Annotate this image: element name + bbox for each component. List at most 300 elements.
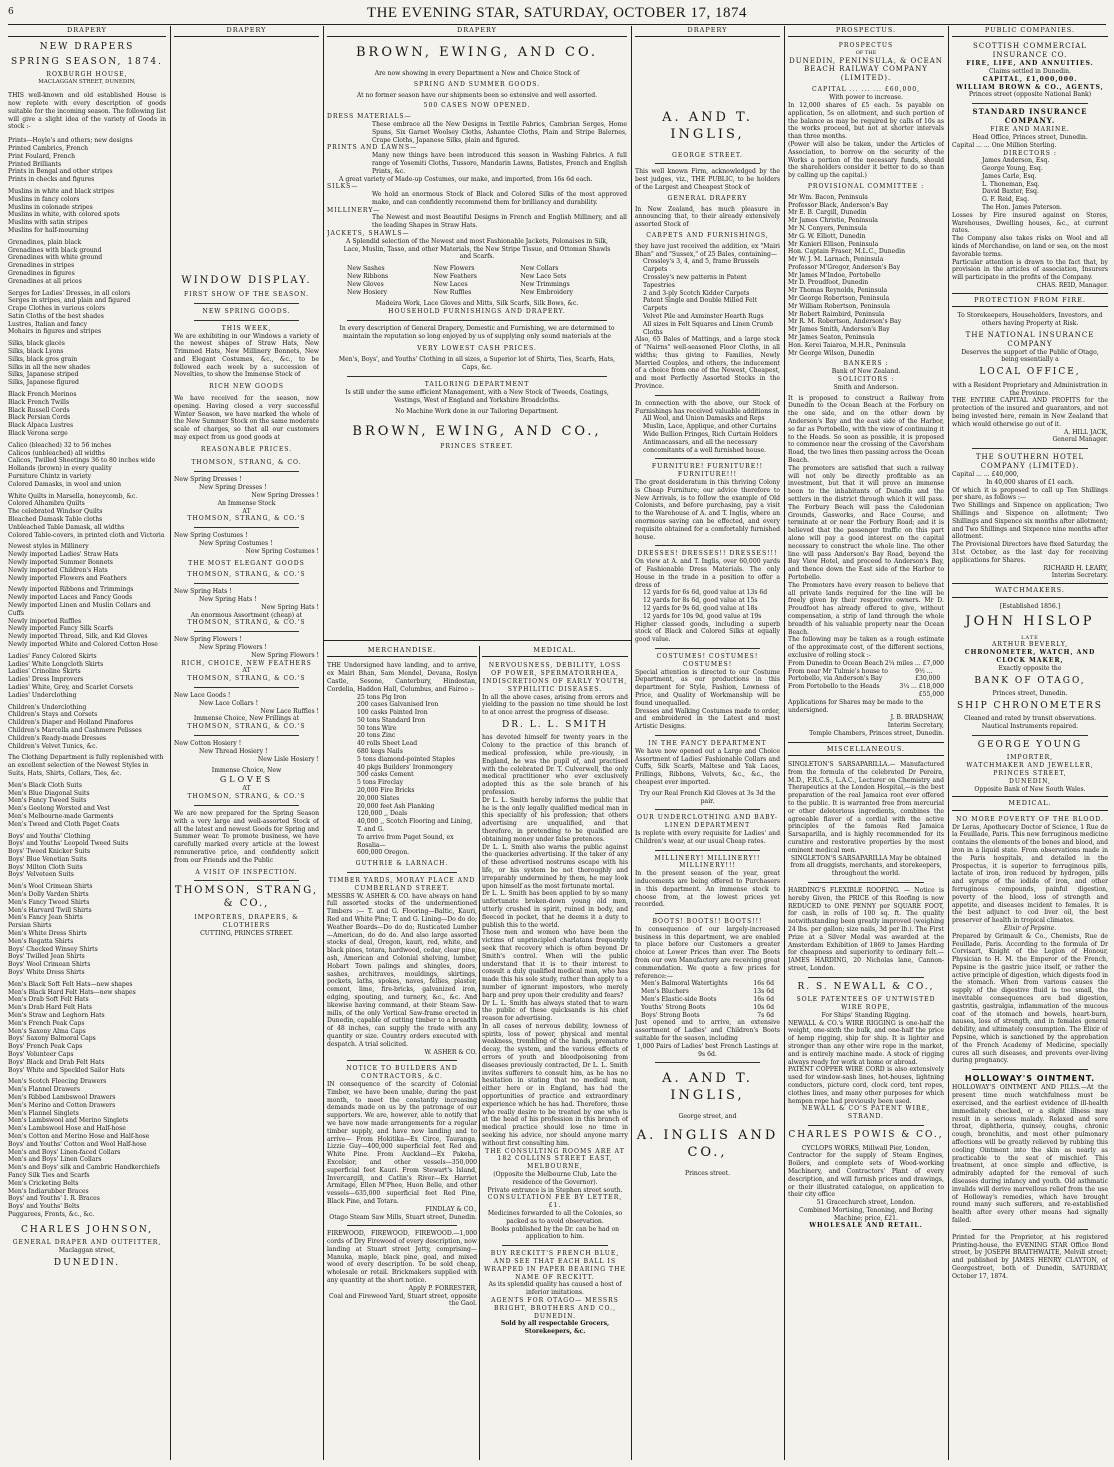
millinery-label: MILLINERY— — [327, 206, 381, 214]
list-item: Men's Blue Diagonal Suits — [8, 789, 90, 797]
list-item: Newly imported Children's Hats — [8, 566, 108, 574]
secretary: RICHARD H. LEARY, — [1043, 564, 1108, 572]
bankers: BANKERS : — [843, 360, 889, 368]
page-number: 6 — [8, 7, 14, 17]
mattings: Also, 65 Bales of Mattings, and a large stock of "Nairns" well-seasoned Floor Cloths, in all widths; thus giving to Families, Newly Married Couples, and others, the inducement of a choice from one of the Newest, Cheapest, and most Perfectly Assorted Stocks in the Province. — [635, 336, 780, 391]
list-item: 12 yards for 9s 6d, good value at 18s — [643, 605, 758, 612]
head-office: Head Office, Princes street, Dunedin. — [972, 133, 1088, 141]
boots-text-3: 1,000 Pairs of Ladies' best French Lastings at 9s 6d. — [636, 1042, 779, 1058]
proprietor-address: Maclaggan street, — [58, 1247, 116, 1255]
list-item: 100 casks Painted Iron — [357, 709, 428, 717]
list-item: 5 tons Fireclay — [357, 779, 404, 787]
carpets-received: they have just received the addition, ex "Mairi Bhan" and "Sussex," of 25 Bales, containing— — [635, 242, 780, 258]
column-1 — [8, 26, 166, 1460]
list-item: Colored Table-covers, in printed cloth and Victoria — [8, 531, 165, 539]
proposed: Of which it is proposed to call up Ten Shillings per share, as follows :— — [952, 486, 1108, 502]
dresses-text: On view at A. and T. Inglis, over 60,000 yards of Fashionable Dress Materials. The only House in the trade in a position to offer a dress of — [635, 558, 780, 589]
list-item: Black Verona serge — [8, 430, 68, 438]
local-office: LOCAL OFFICE, — [979, 367, 1081, 378]
medical-text: In all cases of nervous debility, lowness of spirits, loss of power, physical and mental weakness, trembling of the hands, premature decay, the system, and the various effects of errors of youth and bloodpoisoning from diseases previously contracted, Dr L. L. Smith invites sufferers to consult him, as he has no hesitation in stating that no medical man, either here or in England, has had the opportunities of practice and extraordinary experience which he has had. Therefore, those who really desire to be treated by one who is at the head of his profession in this branch of medical practice should lose no time in seeking his advice, nor should anyone marry without first consulting him. — [482, 1022, 628, 1147]
list-item: Men's Drab Hard Felt Hats — [8, 1004, 92, 1012]
firewood-apply: Apply P. FORRESTER, — [408, 1284, 477, 1292]
proprietor-town: DUNEDIN. — [53, 1257, 121, 1268]
ad-intro: THIS well-known and old established House is now replete with every description of goods suitable for the incoming season. The following list will give a slight idea of the variety of Goods in stock :- — [8, 92, 166, 131]
medical-text: Dr L. L. Smith has been applied to by so many unfortunate broken-down young old men, utterly crushed in spirit, ruined in body, and fleeced in pocket, that he deems it a duty to publish this to the world. — [482, 890, 628, 929]
holloway-title: HOLLOWAY'S OINTMENT. — [964, 1074, 1096, 1084]
list-item: Muslins in white and black stripes — [8, 187, 115, 195]
dresses-list — [635, 589, 780, 620]
list-item: Mr G. W. Elliott, Dunedin — [788, 232, 866, 240]
grid-item: New Collars — [520, 265, 559, 273]
list-item: Prints in Bengal and other stripes — [8, 168, 113, 176]
imprint: Printed for the Proprietor, at his registered Printing-house, the EVENING STAR Office Bond street, by JOSEPH BRAITHWAITE, Melvill street; and published by JAMES HENRY CLAYTON, of Georgestreet, both of Dunedin, SATURDAY, October 17, 1874. — [952, 1233, 1108, 1280]
firm-name-possessive: THOMSON, STRANG, & CO.'S — [187, 571, 306, 579]
list-item: Men's Geelong Worsted and Vest — [8, 805, 110, 813]
list-item: Antimacassars, and all the necessary concomitants of a well furnished house. — [643, 438, 767, 454]
grid-item: New Laces — [433, 280, 468, 288]
list-item: Children's Diaper and Holland Pinafores — [8, 719, 134, 727]
list-item: Children's Velvet Tunics, &c. — [8, 742, 98, 750]
list-item: Mr William Robertson, Peninsula — [788, 302, 890, 310]
opposite: (Opposite the Melbourne Club, Late the residence of the Governor). — [493, 1171, 617, 1186]
column-header: DRAPERY — [174, 26, 319, 37]
column-divider — [479, 646, 480, 1460]
powis: CHARLES POWIS & CO., — [788, 1130, 944, 1140]
price-label: Youths' Strong Boots — [641, 1003, 706, 1011]
list-item: 20 tons Zinc — [357, 732, 396, 740]
list-item: 50 tons Standard Iron — [357, 716, 426, 724]
price-row — [641, 1004, 774, 1012]
manager-2-title: General Manager. — [1052, 436, 1108, 444]
list-item: 25 tons Pig Iron — [357, 693, 407, 701]
applications: Applications for Shares may be made to the undersigned. — [788, 698, 924, 714]
dr-smith: DR. L. L. SMITH — [502, 719, 608, 730]
powis-address: 51 Gracechurch street, London. — [816, 1199, 916, 1207]
ps: PRINCES STREET, — [993, 770, 1067, 778]
list-item: Men's Harvard Twill Shirts — [8, 906, 92, 914]
shares: In 12,000 shares of £5 each. 5s payable on application, 5s on allotment, and such portion of the balance as may be required by calls of 10s as the works proceed, but not at shorter intervals than three months. — [788, 101, 944, 141]
price-label: Boys' Strong Boots — [641, 1011, 700, 1019]
list-item: Calico (bleached) 32 to 56 inches — [8, 441, 112, 449]
boots-text-2: Just opened and to arrive, an extensive assortment of Ladies' and Children's Boots suitable for the season, including — [635, 1019, 780, 1043]
list-item: Newest styles in Millinery — [8, 543, 89, 551]
princes-street: Princes street, Dunedin. — [992, 690, 1068, 698]
at-label: AT — [242, 667, 251, 675]
list-item: Boys' and Youths' Leopold Tweed Suits — [8, 840, 129, 848]
list-item: Muslin, Lace, Applique, and other Curtains — [643, 423, 777, 431]
gloves: GLOVES — [219, 775, 274, 785]
list-item: Mr E. B. Cargill, Dunedin — [788, 209, 867, 217]
column-3 — [327, 26, 627, 636]
list-item: Newly imported Laces and Fancy Goods — [8, 594, 133, 602]
list-item: Silks, black Lyons — [8, 348, 64, 356]
list-item: Newly imported Linen and Muslin Collars and Cuffs — [8, 601, 151, 617]
importers: IMPORTERS, DRAPERS, & CLOTHIERS — [194, 913, 299, 929]
grid-item: New Hosiery — [347, 288, 388, 296]
price-value: 10s 6d — [753, 1003, 774, 1011]
costume-text: Special attention is directed to our Costume Department, as our productions in this department for Style, Fashion, Lowness of Price, and Quality of Workmanship will be found unequalled. — [635, 668, 780, 707]
list-item: Men's Black Cloth Suits — [8, 781, 82, 789]
list-item: Newly imported Fancy Silk Scarfs — [8, 625, 113, 633]
list-item: Men's Scotch Fleecing Drawers — [8, 1078, 107, 1086]
column-header: PUBLIC COMPANIES. — [952, 26, 1108, 37]
list-item: To arrive from Puget Sound, ex Rosalia— — [357, 833, 454, 849]
list-item: Boys' Blue Venetian Suits — [8, 855, 87, 863]
secretary-address: Temple Chambers, Princes street, Dunedin. — [809, 729, 944, 737]
capital-2: Capital ... ... One Million Sterling. — [952, 141, 1057, 149]
list-item: Prints—Hoyle's and others; new designs — [8, 137, 133, 145]
list-item: Boys' Twilled Jean Shirts — [8, 953, 85, 961]
costume-head: COSTUMES! COSTUMES! COSTUMES! — [656, 652, 759, 668]
list-item: Children's Ready-made Dresses — [8, 734, 107, 742]
list-item: Men's Straw and Leghorn Hats — [8, 1012, 105, 1020]
list-item: Men's Dolly Varden Shirts — [8, 891, 89, 899]
asher-text: MESSRS W. ASHER & CO. have always on hand full assorted stocks of the undermentioned Timbers :— T. and G. Flooring—Baltic, Kauri, Red and White Pine; T. and G. Lining—Do do do; Weather Boards—Do do do; Rusticated Lumber—American, do do do. And also large assorted stocks of deal, Oregon, kauri, red, white, and black pines, totara, hardwood, cedar, clear pine, ash, American and Colonial shelving, lumber, Hobart Town palings and shingles, doors, sashes, architraves, mouldings, skirtings, pockets, laths, spokes, naves, fellies, plaster, cement, lime, fire-bricks, galvanized iron, edging, spouting, and turnery, &c., &c. And likewise having command, at their Steam Saw-mills, of the only Vertical Saw-frame erected in Dunedin, capable of cutting timber to a breadth of 48 inches, can supply the trade with any quantity or size. Country orders executed with despatch. A trial solicited. — [327, 892, 477, 1048]
list-item: Mr Thomas Reynolds, Peninsula — [788, 287, 888, 295]
protection-sub: To Storekeepers, Householders, Investors, and others having Property at Risk. — [957, 312, 1103, 327]
list-item: Men's Melbourne-made Garments — [8, 812, 114, 820]
list-item: Mr George Robertson, Peninsula — [788, 295, 890, 303]
list-item: Ladies' Fancy Colored Skirts — [8, 652, 97, 660]
reckitt-blue: BUY RECKITT'S FRENCH BLUE, AND SEE THAT EACH BALL IS WRAPPED IN PAPER BEARING THE NAME OF RECKITT. — [484, 1250, 626, 1281]
proposal-2: The promoters are satisfied that such a railway will not only be directly profitable as an investment, but that it will prove an immense boon to the inhabitants of Dunedin and the settlers in the district through which it will pass. The Forbury Beach will pass the Caledonian Grounds, Gasworks, and Race Course, and terminate at or near the Forbury Road; and it is believed that the passenger traffic on this part alone will pay a good interest on the capital necessary to construct the whole line. The other line will pass Anderson's Bay Road, beyond the Bay View Hotel, and proceed to Anderson's Bay, and thence down the East side of the Harbor to Portobello. — [788, 464, 944, 581]
price-row — [788, 668, 944, 684]
feathers: RICH, CHOICE, NEW FEATHERS — [181, 659, 312, 667]
proprietor-name: CHARLES JOHNSON, — [21, 1224, 153, 1235]
goods-list — [8, 137, 166, 1219]
column-divider — [948, 26, 949, 1460]
list-item: All Wool, and Union Damasks and Reps — [643, 415, 765, 423]
firm-name-possessive: THOMSON, STRANG, & CO.'S — [187, 619, 306, 627]
list-item: Men's Indiarubber Braces — [8, 1187, 89, 1195]
visit: A VISIT OF INSPECTION. — [195, 868, 298, 876]
list-item: The celebrated Windsor Quilts — [8, 508, 103, 516]
list-item: Bleached Damask Table cloths — [8, 516, 103, 524]
list-item: Colored Damasks, in wool and union — [8, 480, 122, 488]
book: Books published by the Dr. can be had on application to him. — [490, 1225, 620, 1241]
list-item: Men's Tweed and Cloth Paget Coats — [8, 820, 120, 828]
list-item: The Clothing Department is fully replenished with an excellent selection of the Newest Styles in Suits, Hats, Shirts, Collars, Ties, &c. — [8, 754, 164, 777]
fire-marine: FIRE AND MARINE. — [990, 126, 1070, 134]
list-item: Newly imported Flowers and Feathers — [8, 574, 127, 582]
tailoring-text: Is still under the same efficient Management, with a New Stock of Tweeds, Coatings, Vestings, West of England and Yorkshire Broadcloths. — [345, 388, 609, 404]
new-goods: NEW SPRING GOODS. — [202, 307, 291, 315]
list-item: Men's Fancy Jean Shirts — [8, 914, 83, 922]
list-item: 20,000 feet Ash Planking — [357, 802, 435, 810]
list-item: Men's French Peak Caps — [8, 1019, 85, 1027]
fee-2: Medicines forwarded to all the Colonies, so packed as to avoid observation. — [487, 1210, 623, 1225]
list-item: Ladies' Dress Improvers — [8, 676, 84, 684]
list-item: Black Russell Cords — [8, 406, 70, 414]
column-divider — [170, 26, 171, 1460]
newall: R. S. NEWALL & CO., — [797, 981, 935, 992]
power: With power to increase. — [829, 94, 903, 102]
column-header: DRAPERY — [8, 26, 166, 37]
losses: Losses by Fire insured against on Stores, Warehouses, Dwelling houses, &c., at current rates. — [952, 211, 1108, 235]
list-item: Mr W. J. M. Larnach, Peninsula — [788, 256, 884, 264]
jackets-label: JACKETS, SHAWLS— — [327, 230, 410, 238]
list-item: Mr James M'Indoe, Portobello — [788, 271, 881, 279]
price-label: From near Mr Tulmie's house to Portobello, via Anderson's Bay — [788, 667, 888, 683]
list-item: Muslins in white, with colored spots — [8, 211, 120, 219]
list-item: Professor Black, Anderson's Bay — [788, 201, 889, 209]
powis-machine: Combined Mortising, Tenoning, and Boring Machine; price, £21. — [799, 1206, 933, 1222]
prints-text: Many new things have been introduced this season in Washing Fabrics. A full range of Yosemiti Cloths, Tussore, Mandarin Lawns, Batistes, French and English Prints, &c. — [372, 152, 627, 175]
ship-chronometers: SHIP CHRONOMETERS — [957, 700, 1103, 711]
protection-header: PROTECTION FROM FIRE. — [952, 293, 1108, 307]
list-item: Boys' Velveteen Suits — [8, 871, 74, 879]
list-item: Boys' and Youths' Belts — [8, 1203, 80, 1211]
column-header: PROSPECTUS. — [788, 26, 944, 37]
list-item: Mr James Smith, Anderson's Bay — [788, 326, 890, 334]
fee: CONSULTATION FEE BY LETTER, £1. — [487, 1194, 623, 1210]
list-item: Crossley's 3, 4, and 5, frame Brussels Carpets — [643, 258, 760, 274]
princes-street: PRINCES STREET. — [440, 442, 514, 450]
list-item: Men's Fancy Tweed Suits — [8, 797, 87, 805]
list-item: Men's Cricketing Belts — [8, 1179, 79, 1187]
list-item: G. F. Reid, Esq. — [982, 196, 1030, 204]
blood: NO MORE POVERTY OF THE BLOOD. — [956, 815, 1104, 823]
cutting: CUTTING, PRINCES STREET. — [200, 929, 293, 937]
list-item: Printed Brilliants — [8, 160, 62, 168]
every-dept: In every description of General Drapery, Domestic and Furnishing, we are determined to maintain the reputation so long enjoyed by us of supplying only sound materials at the — [339, 325, 615, 340]
cases-opened: 500 CASES NOW OPENED. — [423, 102, 531, 110]
holloway-text: HOLLOWAY'S OINTMENT AND PILLS.—At the present time much watchfulness must be exercised, and the earliest evidence of ill-health immediately checked, or a slight illness may result in a serious malady. Relaxed and sore throat, diphtheria, quinsey, coughs, chronic cough, bronchitis, and most other pulmonary affections will be greatly relieved by rubbing this cooling Ointment into the skin as nearly as practicable to the seat of mischief. This treatment, at once simple and effective, is admirably adapted for the removal of such diseases during infancy and youth. Old asthmatic invalids will derive marvellous relief from the use of Holloway's remedies, which have brought round many such sufferers, and re-established health after every other means had signally failed. — [952, 1084, 1108, 1225]
newall-signature: NEWALL & CO'S PATENT WIRE, STRAND. — [801, 1105, 931, 1121]
column-header: DRAPERY — [635, 26, 780, 37]
boots-text: In consequence of our largely-increased business in this department, we are enabled to place before our Customers a greater choice at Lower Prices than ever. The Boots from our own Manufactory are receiving great commendation. We quote a few prices for reference:— — [635, 925, 780, 980]
column-divider — [631, 26, 632, 1460]
list-item: Black Persian Cords — [8, 414, 71, 422]
price-label: Men's Bluchers — [641, 988, 689, 996]
watchmaker-jeweller: WATCHMAKER AND JEWELLER, — [966, 762, 1094, 770]
ad-street: MACLAGGAN STREET, DUNEDIN, — [38, 79, 136, 86]
list-item: 12 yards for 6s 6d, good value at 13s 6d — [643, 589, 768, 597]
list-item: Silks, Japanese figured — [8, 379, 79, 387]
cleaned: Cleaned and rated by transit observations. Nautical Instruments repaired. — [963, 715, 1097, 731]
list-item: Hollands (brown) in every quality — [8, 465, 112, 473]
attention: Particular attention is drawn to the fact that, by provision in the articles of association, Insurers will participate in the profits of the Company. — [952, 258, 1108, 282]
list-item: Muslins with satin stripes — [8, 219, 88, 227]
exhibit-text: We are exhibiting in our Windows a variety of the newest shapes of Straw Hats, New Trimmed Hats, New Millinery Bonnets, New and Elegant Costumes, &c., &c., to be followed each week by a succession of Novelties, to show the Immense Stock of — [174, 332, 319, 379]
medical-header: MEDICAL. — [952, 796, 1108, 810]
estimate-total: £55,000 — [918, 690, 944, 698]
directors-2: The Provisional Directors have fixed Saturday, the 31st October, as the last day for receiving applications for Shares. — [952, 541, 1108, 564]
kid-gloves: Try our Real French Kid Gloves at 3s 3d the pair. — [639, 789, 776, 805]
hosiery-lines: New Cotton Hosiery ! New Thread Hosiery ! New Lisle Hosiery ! — [174, 739, 319, 763]
carpets: CARPETS AND FURNISHINGS, — [646, 231, 769, 239]
inglis-street: GEORGE STREET. — [672, 151, 743, 159]
list-item: Printed Cambrics, French — [8, 144, 89, 152]
firewood-yard: Coal and Firewood Yard, Stuart street, opposite the Gaol. — [329, 1292, 477, 1308]
notice-text: IN consequence of the scarcity of Colonial Timber, we have been unable, during the past month, to meet the constantly increasing demands made on us by the patronage of our supporters. We are, however, able to notify that we have now made arrangements for a regular timber supply, and have now landing and to arrive— From Hokitika—Ex Circe, Tauranga, Lizzie Guy—400,000 superficial feet Red and White Pine. From Auckland—Ex Pakeha, Excelsior, and other vessels—350,000 superficial feet Kauri. From Stewart's Island, Invercargill, and Catlin's River—Ex Harriet Armitage, Ellen M'Phee, Huon Belle, and other vessels—635,000 superficial feet Red Pine, Black Pine, and Totara. — [327, 1080, 477, 1205]
list-item: Silks, black gros grain — [8, 355, 78, 363]
column-7 — [952, 26, 1108, 1460]
list-item: Mr D. Proudfoot, Dunedin — [788, 279, 869, 287]
grid-item: New Feathers — [433, 273, 477, 281]
list-item: Muslins in fancy colors — [8, 195, 80, 203]
boots-head: BOOTS! BOOTS!! BOOTS!!! — [652, 918, 763, 926]
list-item: Men's Black Soft Felt Hats—new shapes — [8, 980, 133, 988]
list-item: Mr James Christie, Peninsula — [788, 217, 878, 225]
list-item: Crossley's new patterns in Patent Tapestries — [643, 273, 747, 289]
price-value: 9½ ... £30,000 — [915, 667, 941, 683]
at-label: AT — [242, 785, 251, 793]
list-item: Mr N. Conyers, Peninsula — [788, 224, 867, 232]
estimate-intro: The following may be taken as a rough estimate of the approximate cost, of the different sections, exclusive of rolling stock :- — [788, 636, 944, 659]
list-item: Boys' White Dress Shirts — [8, 969, 85, 977]
roofing: HARDING'S FLEXIBLE ROOFING. — Notice is hereby Given, the PRICE of this Roofing is now REDUCED to ONE PENNY per SQUARE FOOT, for cash, in rolls of 100 sq. ft. The quality notwithstanding been greatly improved (weighing 24 lbs. per gallon; size nails, 3d per lb.). The First Prize at a Silver Medal was awarded at the Amsterdam Exhibition of 1869 to James Harding for cheapness and superiority to ordinary felt.—JAMES HARDING, 20 Nicholas lane, Cannon-street, London. — [788, 886, 944, 972]
of-the: OF THE — [855, 50, 877, 57]
firm-name-possessive: THOMSON, STRANG, & CO.'S — [187, 723, 306, 731]
bank: Bank of New Zealand. — [831, 368, 901, 376]
list-item: Grenadines in stripes — [8, 262, 75, 270]
list-item: Velvet Pile and Axminster Hearth Rugs — [643, 312, 764, 320]
showing: Are now showing in every Department a New and Choice Stock of — [374, 69, 580, 77]
wholesale: WHOLESALE AND RETAIL. — [809, 1222, 923, 1230]
cheap-assortment: An enormous Assortment (cheap) at — [190, 611, 303, 619]
prospectus: PROSPECTUS — [838, 42, 894, 50]
list-item: Silks in all the new shades — [8, 363, 91, 371]
secretary-title: Interim Secretary. — [1051, 572, 1108, 580]
list-item: Print Foulard, French — [8, 152, 76, 160]
asher-signature: W. ASHER & CO. — [424, 1048, 477, 1056]
dunedin: DUNEDIN, — [1009, 777, 1051, 785]
list-item: Calicos (unbleached) all widths — [8, 449, 105, 457]
furniture-text: The great desideratum in this thriving Colony is Cheap Furniture; our advice therefore to New Arrivals, is to follow the example of Old Colonists, and before purchasing, pay a visit to the Warehouse of A. and T. Inglis, where an enormous saving can be effected, and every requisite obtained for a comfortably furnished house. — [635, 479, 780, 541]
list-item: Boys' and Youths' I. R. Braces — [8, 1195, 100, 1203]
ad-brand: NEW DRAPERS — [39, 42, 135, 53]
very-lowest: VERY LOWEST CASH PRICES. — [417, 344, 537, 352]
sold-by: Sold by all respectable Grocers, Storekeepers, &c. — [500, 1320, 610, 1336]
elixir-text: Prepared by Grimault & Co., Chemists, Rue de Feuillade, Paris. According to the formula of Dr Corvisart, Knight of the Legion of Honour, Physician to H. M. the Emperor of the French, Pepsine is the gastric juice itself, or rather the active principle of digestion, which digests food in the stomach. When from various causes the supply of the digestive fluid is too small, the inevitable consequences are bad digestion, gastritis, gastralgia, inflammation of the mucous coat of the stomach and bowels, heart-burn, nausea, loss of strength, and in females general debility, and ultimately consumption. The Elixir of Pepsine, which is sanctioned by the approbation of the French Academy of Medicine, specially cures all such diseases, and prevents over-living during pregnancy. — [952, 932, 1108, 1065]
immense-choice: Immense Choice, New — [211, 767, 282, 775]
hats-lines: New Spring Hats ! New Spring Hats ! New Spring Hats ! — [174, 588, 319, 611]
newall-sub: SOLE PATENTEES OF UNTWISTED WIRE ROPE, — [796, 996, 936, 1012]
price-value: 7s 6d — [757, 1011, 774, 1019]
price-row — [788, 683, 944, 691]
fire-life: FIRE, LIFE, AND ANNUITIES. — [966, 60, 1094, 68]
list-item: Men's Ribbed Lambswool Drawers — [8, 1094, 116, 1101]
cyclops: CYCLOPS WORKS, Millwall Pier, London, — [801, 1144, 931, 1152]
fancy-head: IN THE FANCY DEPARTMENT — [648, 739, 767, 747]
list-item: Boys' Wool Crimean Shirts — [8, 961, 91, 969]
list-item: Hon. Captain Fraser, M.L.C., Dunedin — [788, 248, 906, 256]
this-week: THIS WEEK, — [221, 324, 272, 332]
rich-goods: RICH NEW GOODS — [209, 383, 284, 391]
price-value: 13s 6d — [753, 988, 774, 996]
price-row — [641, 988, 774, 996]
list-item: Boys' and Youths' Clothing — [8, 832, 91, 840]
inglis-brand-2: A. AND T. INGLIS, — [662, 1071, 753, 1104]
consulting-rooms: THE CONSULTING ROOMS ARE AT 182 COLLINS STREET EAST, MELBOURNE, — [485, 1147, 625, 1171]
committee-list — [788, 194, 944, 358]
list-item: Fancy Silk Ties and Scarfs — [8, 1171, 90, 1179]
list-item: Children's Stays and Corsets — [8, 711, 98, 719]
secretary-title: Interim Secretary, — [887, 722, 944, 730]
capital-3b: In 40,000 shares of £1 each. — [986, 478, 1074, 486]
grid-item: New Ribbons — [347, 273, 389, 281]
list-item: Serges for Ladies' Dresses, in all colors — [8, 289, 131, 297]
list-item: 50 tons Wire — [357, 724, 397, 732]
price-value: 2¼ miles ... £7,000 — [884, 659, 944, 667]
dresses-lines: New Spring Dresses ! New Spring Dresses ! New Spring Dresses ! — [174, 476, 319, 500]
brown-ewing-brand: BROWN, EWING, AND CO. — [355, 45, 598, 61]
list-item: Men's and Boys' Linen-faced Collars — [8, 1148, 121, 1156]
items-grid — [327, 261, 627, 300]
list-item: 680 kegs Nails — [357, 748, 403, 756]
medical-text: Dr L. L. Smith hereby informs the public that he is the only legally qualified medical man in this speciality of his profession; that others advertising are unqualified, and that therefore, in pretending to be qualified are obtaining money under false pretences. — [482, 796, 628, 843]
watchmakers-header: WATCHMAKERS. — [952, 583, 1108, 597]
list-item: Mr Kanieri Ellison, Peninsula — [788, 240, 879, 248]
list-item: 12 yards for 10s 9d, good value at 19s — [643, 612, 762, 620]
list-item: Newly imported White and Colored Cotton Hose — [8, 640, 158, 648]
laces-lines: New Lace Goods ! New Lace Collars ! New Lace Ruffles ! — [174, 691, 319, 715]
list-item: George Young, Esq. — [982, 165, 1043, 173]
fancy-text: We have now opened out a Large and Choice Assortment of Ladies' Fashionable Collars and Cuffs, Silk Scarfs, Maltese and Yak Laces, Frillings, Ribbons, Velvets, &c., &c., the cheapest ever imported. — [635, 747, 780, 786]
capital-3: Capital ... ... £40,000, — [952, 471, 1019, 479]
grid-item: New Flowers — [433, 265, 475, 273]
price-value: 16s 6d — [753, 980, 774, 988]
furnishings-list — [635, 415, 780, 454]
manager-2: A. HILL JACK, — [1063, 428, 1108, 436]
list-item: Wide Bullion Fringes, Rich Curtain Holders — [643, 431, 778, 439]
list-item: Men's Fancy Tweed Shirts — [8, 898, 90, 906]
list-item: Muslins in colonade stripes — [8, 203, 93, 211]
list-item: Boys' and Youths' Cotton and Wool Half-hose — [8, 1140, 147, 1148]
clothing: Men's, Boys', and Youths' Clothing in all sizes, a Superior lot of Shirts, Ties, Scarfs, Hats, Caps, &c. — [338, 356, 616, 372]
merch-ad-text: THE Undersigned have landing, and to arrive, ex Mairi Bhan, Sam Mendel, Devana, Roslyn Castle, Sesone, Canterbury, Hindostan, Cordelia, Haddon Hall, Columbus, and Fairoo :- — [327, 662, 477, 693]
list-item: Silks, Japanese striped — [8, 371, 79, 379]
standard-insurance: STANDARD INSURANCE COMPANY. — [972, 107, 1088, 126]
manager: CHAS. REID, Manager. — [1036, 282, 1108, 290]
calls: Two Shillings and Sixpence on application; Two Shillings and Sixpence on allotment; Two Shillings and Sixpence six months after allotment; and Two Shillings and Sixpence nine months after allotment. — [952, 502, 1108, 541]
southern-hotel: THE SOUTHERN HOTEL COMPANY (LIMITED). — [975, 453, 1085, 471]
grid-item: New Ruffles — [433, 288, 472, 296]
list-item: Grenadines at all prices — [8, 277, 82, 285]
exactly-opposite: Exactly opposite the — [998, 664, 1062, 672]
list-item: Calicos, Twilled Sheetings 36 to 80 inches wide — [8, 457, 156, 465]
importer: IMPORTER, — [1006, 754, 1054, 762]
misc-header: MISCELLANEOUS. — [788, 742, 944, 756]
section-rule — [323, 640, 631, 641]
window-display-title: WINDOW DISPLAY. — [181, 275, 312, 287]
grid-item: New Sashes — [347, 265, 385, 273]
private-entrance: Private entrance is in Stephen street south. — [487, 1186, 623, 1194]
prints-text-2: A great variety of Made-up Costumes, our make, and imported, from 16s 6d each. — [339, 175, 593, 183]
list-item: Ladies' White Longcloth Skirts — [8, 660, 104, 668]
millinery-head: MILLINERY! MILLINERY!! MILLINERY!!! — [654, 854, 761, 870]
resident: with a Resident Proprietary and Administration in the Province. — [952, 381, 1108, 397]
inglis-street-3: Princes street. — [684, 1169, 731, 1177]
claims: Claims settled in Dunedin. — [989, 68, 1071, 76]
list-item: Black Alpaca Lustres — [8, 422, 74, 430]
grid-item: New Gloves — [347, 280, 384, 288]
list-item: Boys' Saxony Balmoral Caps — [8, 1035, 96, 1043]
price-label: From Portobello to the Heads — [788, 683, 880, 691]
medical-text: In all the above cases, arising from errors and yielding to the passion no time should be lost to at once arrest the progress of disease. — [482, 693, 628, 717]
list-item: Lustres, Italian and fancy — [8, 320, 88, 328]
list-item: Newly imported Thread, Silk, and Kid Gloves — [8, 633, 148, 641]
medical-text: Dr L. L. Smith also warns the public against the quackeries advertising. If the taker of any of these advertised nostrums escape with his life, or his system be not thoroughly and irreparably undermined by them, he may look upon himself as the most fortunate mortal. — [482, 843, 628, 890]
silks-label: SILKS— — [327, 183, 359, 191]
opposite-bank: Opposite Bank of New South Wales. — [974, 785, 1086, 793]
millinery-text: The Newest and most Beautiful Designs in French and English Millinery, and all the leading Shapes in Straw Hats. — [372, 214, 627, 230]
late: LATE — [1021, 634, 1039, 641]
list-item: 40 pkgs Builders' Ironmongery — [357, 763, 453, 771]
list-item: Men's Cotton and Merino Hose and Half-hose — [8, 1132, 150, 1140]
prints-label: PRINTS AND LAWNS— — [327, 144, 418, 152]
